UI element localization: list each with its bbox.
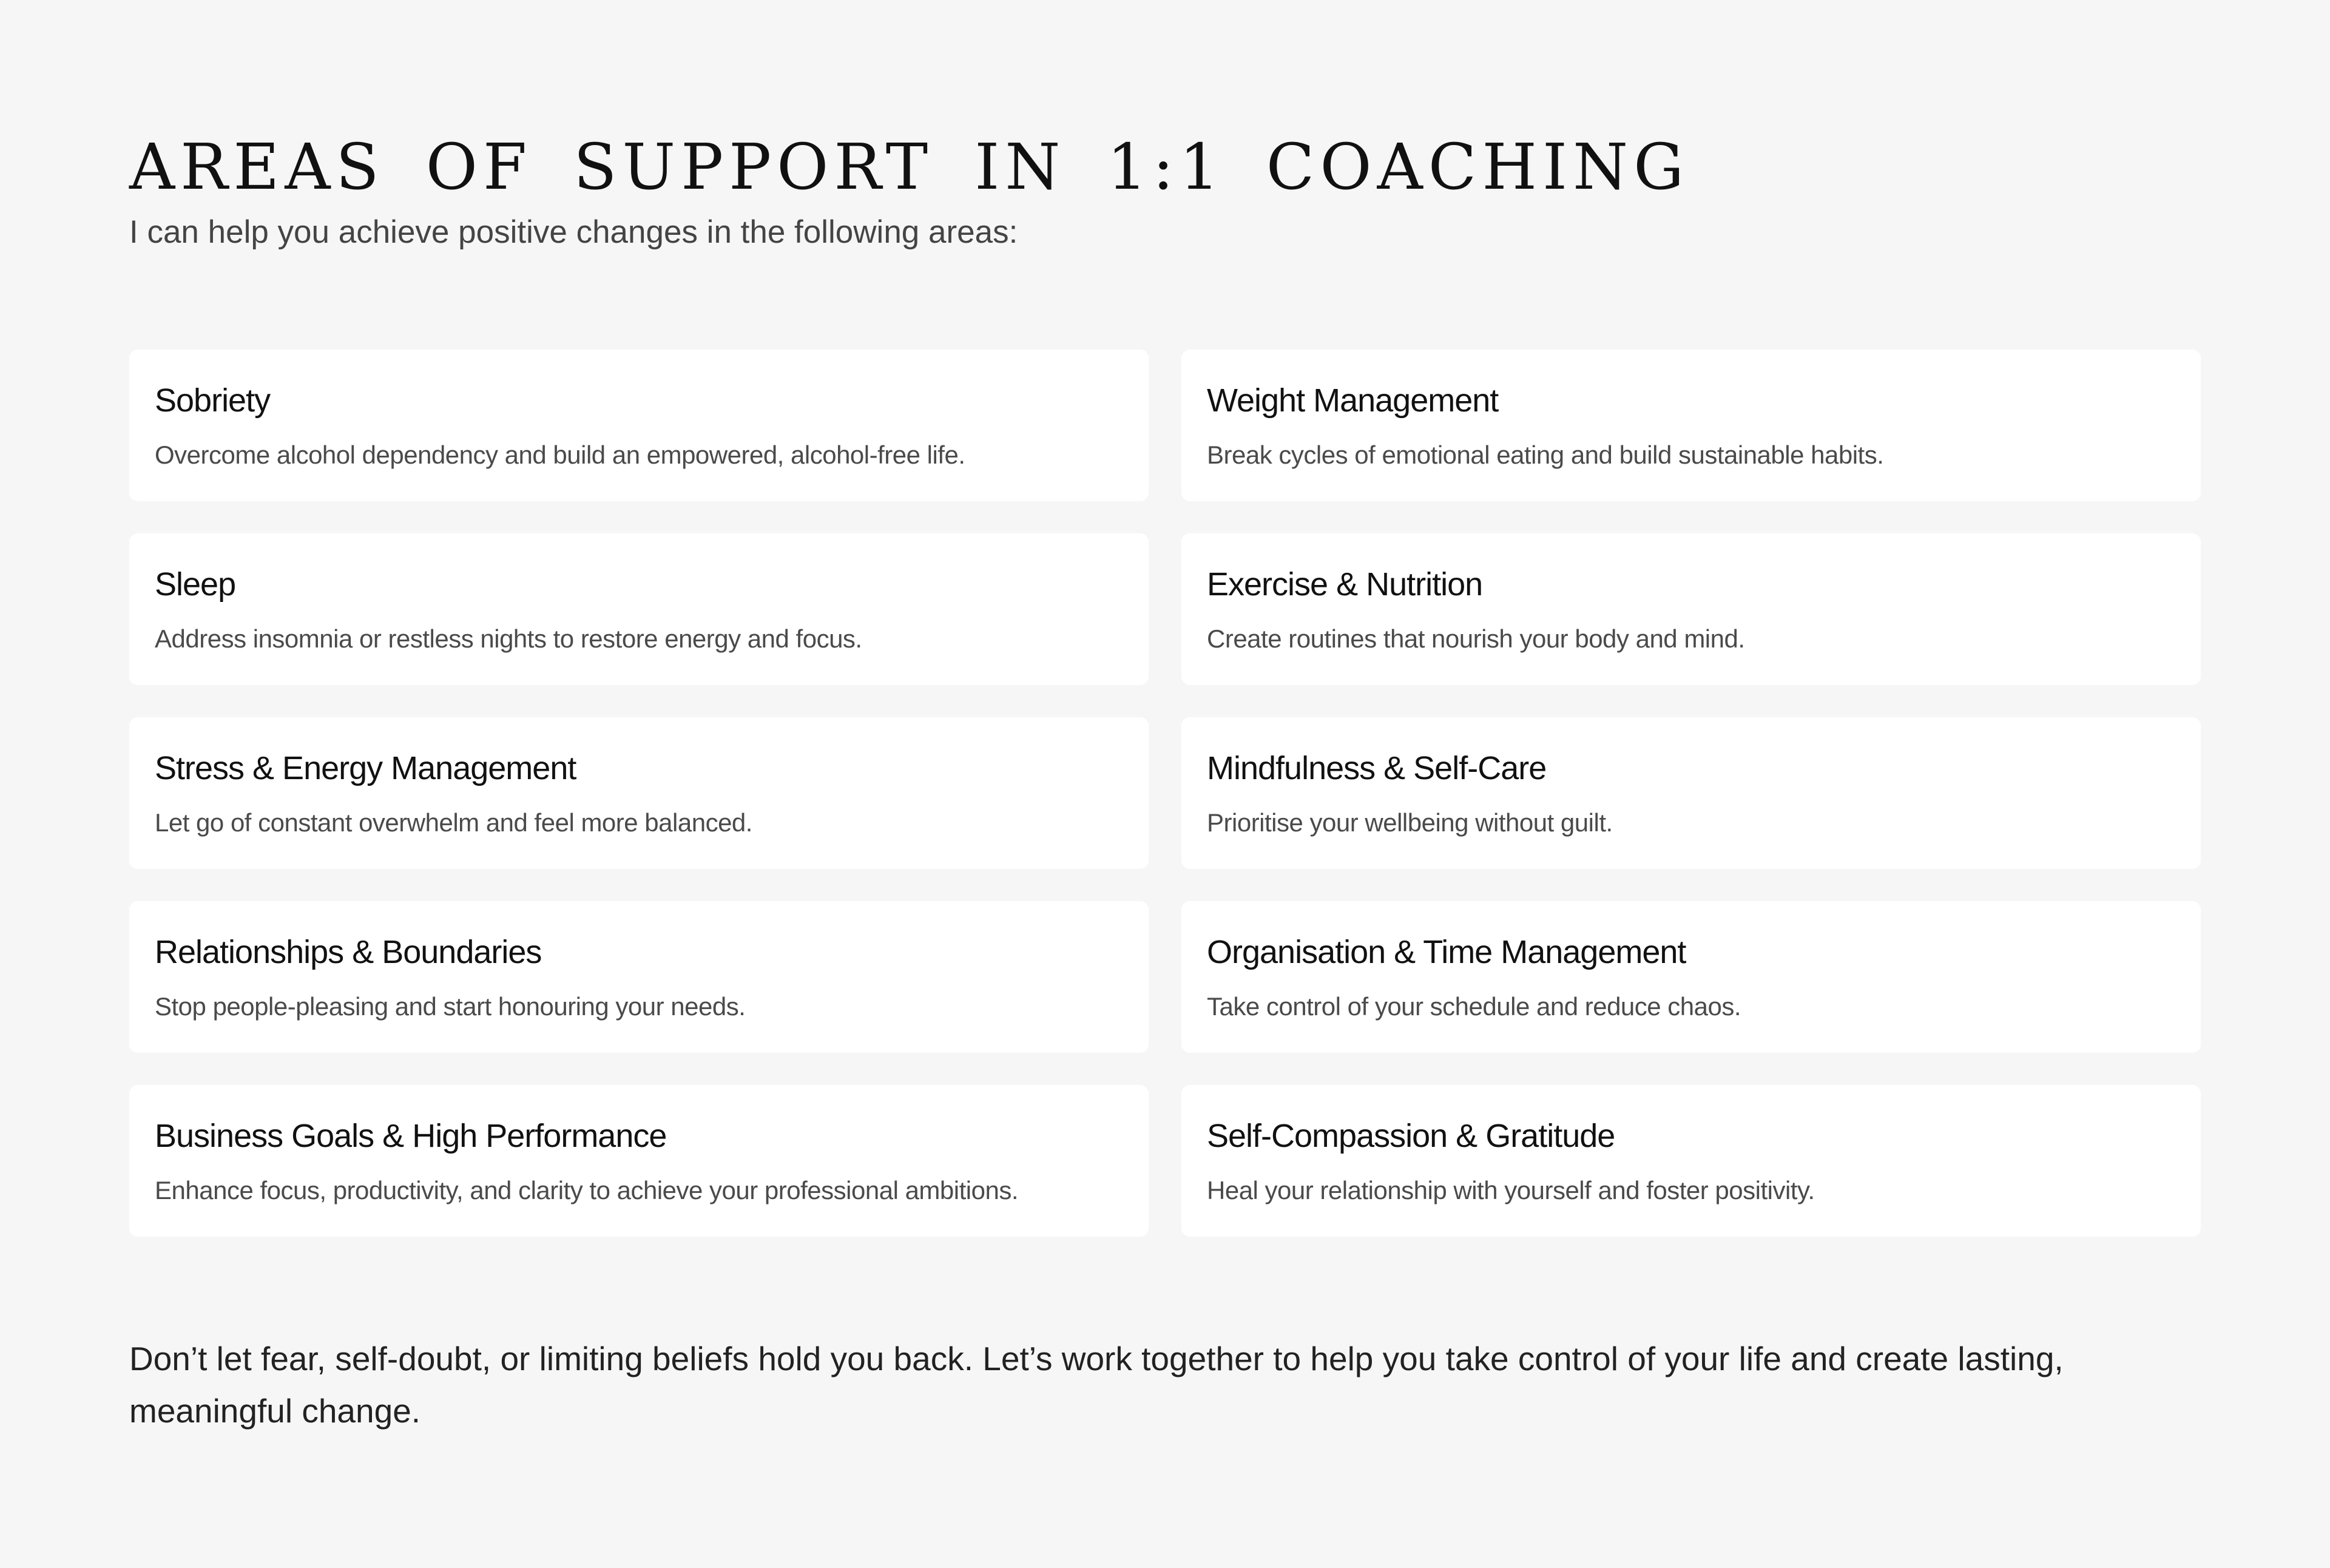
area-description: Create routines that nourish your body and mind. [1207,624,1745,653]
closing-statement: Don’t let fear, self-doubt, or limiting beliefs hold you back. Let’s work together to help you take control of your life and create lasting, meaningful change. [129,1340,2064,1430]
area-description: Heal your relationship with yourself and foster positivity. [1207,1176,1815,1205]
coaching-areas-page [129,0,2201,1568]
area-card-business-goals [129,1085,1149,1237]
area-title: Self-Compassion & Gratitude [1207,1118,1615,1154]
area-card-mindfulness-self-care [1181,717,2201,869]
area-description: Prioritise your wellbeing without guilt. [1207,808,1613,837]
areas-grid [129,350,2201,1237]
page-subtitle: I can help you achieve positive changes in the following areas: [129,214,1018,250]
area-card-sobriety [129,350,1149,501]
area-description: Let go of constant overwhelm and feel more balanced. [155,808,752,837]
area-title: Weight Management [1207,382,1499,419]
area-card-organisation-time [1181,901,2201,1053]
area-description: Overcome alcohol dependency and build an empowered, alcohol-free life. [155,441,965,469]
area-card-weight-management [1181,350,2201,501]
area-title: Sobriety [155,382,271,419]
area-card-self-compassion [1181,1085,2201,1237]
area-description: Enhance focus, productivity, and clarity to achieve your professional ambitions. [155,1176,1018,1205]
area-card-sleep [129,533,1149,685]
page-title: AREAS OF SUPPORT IN 1:1 COACHING [129,130,1690,204]
area-title: Exercise & Nutrition [1207,566,1483,603]
area-card-relationships-boundaries [129,901,1149,1053]
area-title: Relationships & Boundaries [155,934,542,970]
area-title: Sleep [155,566,236,603]
area-title: Mindfulness & Self-Care [1207,750,1547,786]
area-card-stress-energy [129,717,1149,869]
area-card-exercise-nutrition [1181,533,2201,685]
area-title: Organisation & Time Management [1207,934,1686,970]
area-description: Break cycles of emotional eating and build sustainable habits. [1207,441,1884,469]
area-title: Business Goals & High Performance [155,1118,667,1154]
area-title: Stress & Energy Management [155,750,576,786]
area-description: Stop people-pleasing and start honouring your needs. [155,992,746,1021]
area-description: Take control of your schedule and reduce chaos. [1207,992,1741,1021]
area-description: Address insomnia or restless nights to restore energy and focus. [155,624,862,653]
